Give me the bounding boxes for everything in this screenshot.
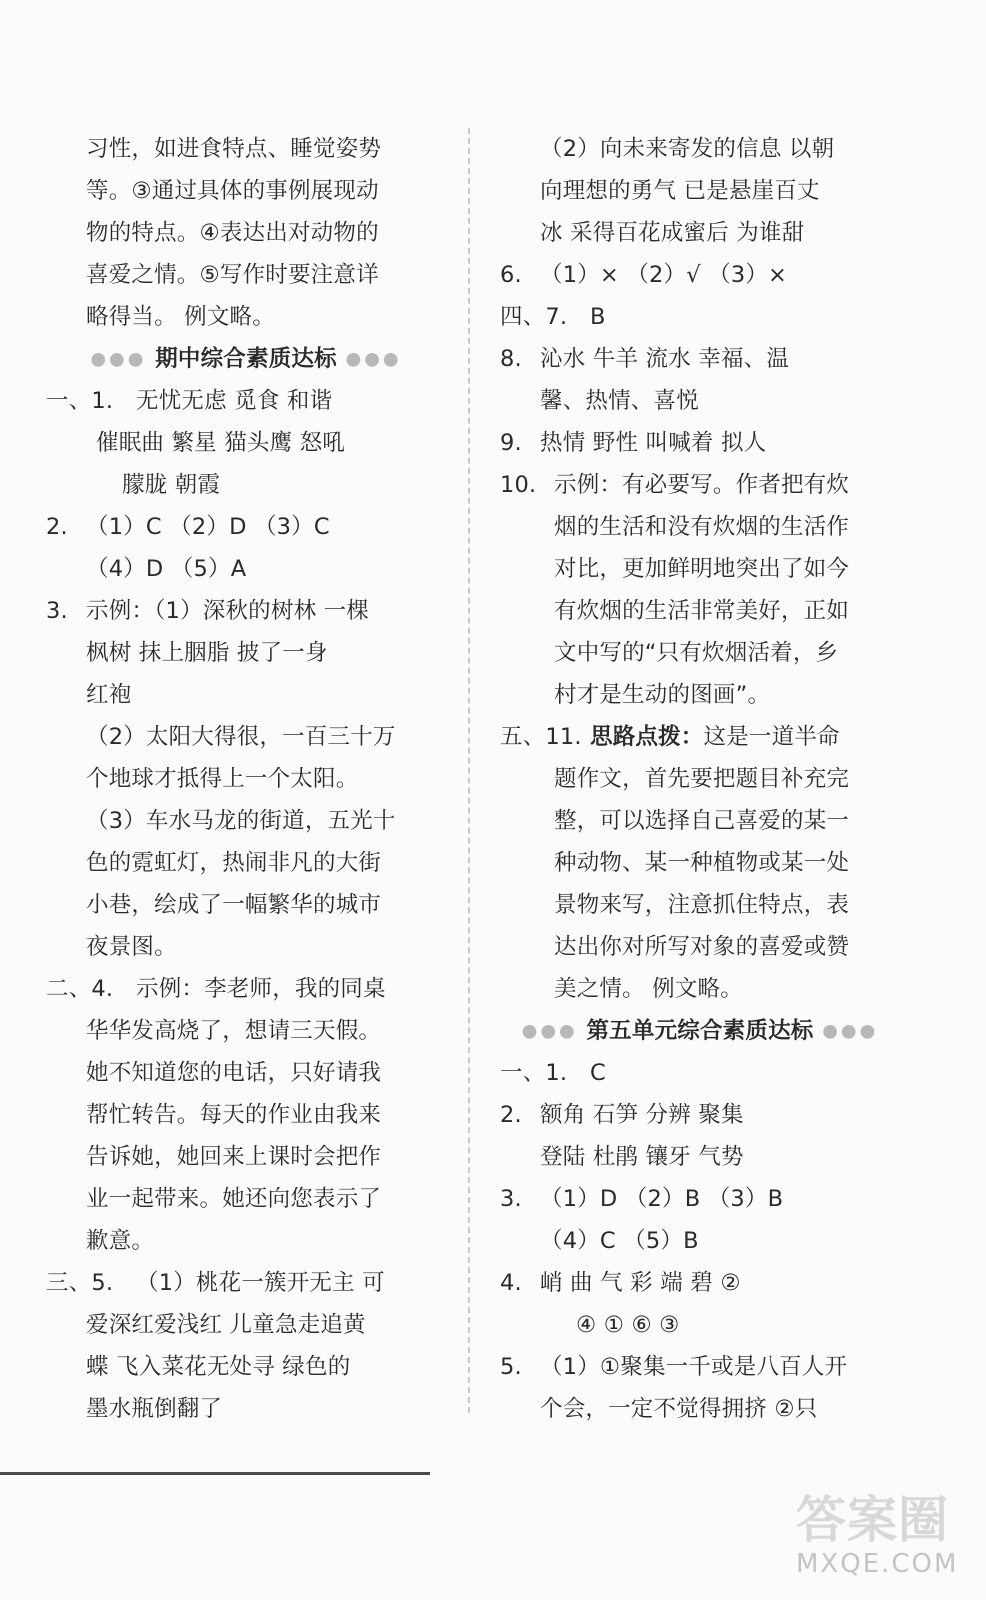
answer-text: 对比，更加鲜明地突出了如今 <box>554 556 850 582</box>
question-number: 一、1. <box>500 1060 568 1086</box>
answer-line <box>46 296 446 338</box>
section-heading <box>500 1010 900 1052</box>
answer-text: 无忧无虑 觅食 和谐 <box>136 388 333 414</box>
answer-text: 个会，一定不觉得拥挤 ②只 <box>540 1396 818 1422</box>
answer-line <box>46 968 446 1010</box>
answer-text: 喜爱之情。⑤写作时要注意详 <box>86 262 379 288</box>
answer-text: 馨、热情、喜悦 <box>540 388 699 414</box>
left-column <box>46 128 446 1430</box>
question-number: 8. <box>500 346 522 372</box>
answer-line <box>500 758 900 800</box>
heading-dots-right: ●●● <box>813 1020 879 1042</box>
answer-text: 色的霓虹灯，热闹非凡的大街 <box>86 850 382 876</box>
question-number: 二、4. <box>46 976 114 1002</box>
heading-dots-left: ●●● <box>521 1020 587 1042</box>
answer-text: 示例：李老师，我的同桌 <box>136 976 386 1002</box>
answer-line <box>500 1220 900 1262</box>
answer-line <box>46 464 446 506</box>
answer-text: 等。③通过具体的事例展现动 <box>86 178 379 204</box>
question-number: 三、5. <box>46 1270 114 1296</box>
answer-line <box>500 1262 900 1304</box>
answer-line <box>46 632 446 674</box>
answer-text: 题作文，首先要把题目补充完 <box>554 766 850 792</box>
answer-line <box>500 296 900 338</box>
answer-line <box>500 1388 900 1430</box>
question-number: 10. <box>500 472 537 498</box>
answer-line <box>46 170 446 212</box>
answer-line <box>500 212 900 254</box>
answer-text: 向理想的勇气 已是悬崖百丈 <box>540 178 820 204</box>
answer-text: 文中写的“只有炊烟活着，乡 <box>554 640 839 666</box>
answer-line <box>46 590 446 632</box>
answer-line <box>500 884 900 926</box>
answer-line <box>46 548 446 590</box>
question-number: 6. <box>500 262 522 288</box>
answer-line <box>46 1136 446 1178</box>
answer-line <box>46 1010 446 1052</box>
answer-text: 达出你对所写对象的喜爱或赞 <box>554 934 850 960</box>
answer-line <box>46 1178 446 1220</box>
answer-line <box>500 422 900 464</box>
answer-line <box>46 716 446 758</box>
question-number: 2. <box>46 514 68 540</box>
answer-line <box>46 800 446 842</box>
answer-text: 小巷，绘成了一幅繁华的城市 <box>86 892 382 918</box>
answer-text: （1）D （2）B （3）B <box>540 1186 784 1212</box>
answer-line <box>46 758 446 800</box>
heading-text: 期中综合素质达标 <box>155 346 337 372</box>
question-number: 一、1. <box>46 388 114 414</box>
answer-line <box>46 884 446 926</box>
answer-text: 烟的生活和没有炊烟的生活作 <box>554 514 850 540</box>
answer-line <box>46 1094 446 1136</box>
answer-line <box>500 632 900 674</box>
answer-text: 这是一道半命 <box>703 724 840 750</box>
answer-line <box>500 842 900 884</box>
answer-text: 村才是生动的图画”。 <box>554 682 771 708</box>
answer-text: 华华发高烧了，想请三天假。 <box>86 1018 382 1044</box>
answer-text: 额角 石笋 分辨 聚集 <box>540 1102 744 1128</box>
answer-line <box>500 170 900 212</box>
answer-text: 爱深红爱浅红 儿童急走追黄 <box>86 1312 366 1338</box>
question-number: 3. <box>46 598 68 624</box>
answer-line <box>500 380 900 422</box>
answer-line <box>500 254 900 296</box>
answer-text: 业一起带来。她还向您表示了 <box>86 1186 382 1212</box>
answer-text: 习性，如进食特点、睡觉姿势 <box>86 136 382 162</box>
answer-text: 蝶 飞入菜花无处寻 绿色的 <box>86 1354 351 1380</box>
answer-line <box>500 548 900 590</box>
answer-text: 物的特点。④表达出对动物的 <box>86 220 379 246</box>
answer-line <box>500 338 900 380</box>
answer-line <box>500 590 900 632</box>
watermark-title: 答案圈 <box>796 1491 949 1549</box>
answer-text: 她不知道您的电话，只好请我 <box>86 1060 382 1086</box>
answer-text: 夜景图。 <box>86 934 177 960</box>
answer-line <box>46 926 446 968</box>
question-number: 2. <box>500 1102 522 1128</box>
answer-line <box>46 212 446 254</box>
answer-text: （1）桃花一簇开无主 可 <box>136 1270 385 1296</box>
answer-text: 墨水瓶倒翻了 <box>86 1396 223 1422</box>
answer-text: B <box>590 304 606 330</box>
answer-line <box>46 128 446 170</box>
answer-line <box>500 506 900 548</box>
answer-text: 沁水 牛羊 流水 幸福、温 <box>540 346 790 372</box>
answer-line <box>46 380 446 422</box>
answer-line <box>46 1052 446 1094</box>
answer-line <box>46 422 446 464</box>
right-column <box>500 128 900 1430</box>
answer-line <box>46 1262 446 1304</box>
answer-text: （1）C （2）D （3）C <box>86 514 330 540</box>
question-number: 4. <box>500 1270 522 1296</box>
answer-text: 种动物、某一种植物或某一处 <box>554 850 850 876</box>
question-number: 9. <box>500 430 522 456</box>
answer-text: （3）车水马龙的街道，五光十 <box>86 808 396 834</box>
answer-text: 示例：有必要写。作者把有炊 <box>554 472 850 498</box>
answer-line <box>500 674 900 716</box>
answer-text: 峭 曲 气 彩 端 碧 ② <box>540 1270 741 1296</box>
answer-text: （1）①聚集一千或是八百人开 <box>540 1354 848 1380</box>
answer-line <box>500 128 900 170</box>
answer-line <box>500 968 900 1010</box>
bottom-rule <box>0 1472 430 1475</box>
answer-line <box>500 1052 900 1094</box>
answer-line <box>46 1388 446 1430</box>
tip-label: 思路点拨： <box>590 724 704 750</box>
answer-text: 冰 采得百花成蜜后 为谁甜 <box>540 220 805 246</box>
question-number: 3. <box>500 1186 522 1212</box>
answer-text: 个地球才抵得上一个太阳。 <box>86 766 359 792</box>
answer-text: 有炊烟的生活非常美好，正如 <box>554 598 850 624</box>
answer-text: C <box>590 1060 606 1086</box>
answer-line <box>500 716 900 758</box>
answer-line <box>46 506 446 548</box>
answer-line <box>46 1304 446 1346</box>
answer-text: 景物来写，注意抓住特点，表 <box>554 892 850 918</box>
answer-line <box>46 1346 446 1388</box>
answer-line <box>500 800 900 842</box>
question-number: 五、11. <box>500 724 582 750</box>
answer-line <box>46 842 446 884</box>
answer-line <box>500 926 900 968</box>
answer-text: （4）C （5）B <box>540 1228 699 1254</box>
question-number: 5. <box>500 1354 522 1380</box>
section-heading <box>46 338 446 380</box>
answer-text: 歉意。 <box>86 1228 155 1254</box>
answer-line <box>46 254 446 296</box>
answer-text: 登陆 杜鹃 镶牙 气势 <box>540 1144 744 1170</box>
watermark-url: MXQE.COM <box>796 1549 959 1579</box>
heading-text: 第五单元综合素质达标 <box>586 1018 814 1044</box>
answer-text: 红袍 <box>86 682 132 708</box>
answer-line <box>46 674 446 716</box>
heading-dots-right: ●●● <box>336 348 402 370</box>
answer-text: 催眠曲 繁星 猫头鹰 怒吼 <box>96 430 346 456</box>
heading-dots-left: ●●● <box>90 348 156 370</box>
answer-text: 略得当。 例文略。 <box>86 304 275 330</box>
answer-text: 热情 野性 叫喊着 拟人 <box>540 430 767 456</box>
column-divider <box>468 128 470 1413</box>
answer-text: 朦胧 朝霞 <box>122 472 221 498</box>
answer-text: 美之情。 例文略。 <box>554 976 743 1002</box>
watermark-logo <box>796 1492 976 1592</box>
answer-text: 帮忙转告。每天的作业由我来 <box>86 1102 382 1128</box>
answer-line <box>500 1178 900 1220</box>
answer-line <box>500 464 900 506</box>
answer-text: （2）向未来寄发的信息 以朝 <box>540 136 835 162</box>
question-number: 四、7. <box>500 304 568 330</box>
answer-line <box>46 1220 446 1262</box>
answer-text: 示例：（1）深秋的树林 一棵 <box>86 598 370 624</box>
answer-text: 告诉她，她回来上课时会把作 <box>86 1144 382 1170</box>
answer-line <box>500 1304 900 1346</box>
answer-line <box>500 1346 900 1388</box>
answer-line <box>500 1136 900 1178</box>
answer-text: 整，可以选择自己喜爱的某一 <box>554 808 850 834</box>
answer-text: （4）D （5）A <box>86 556 247 582</box>
answer-text: （2）太阳大得很，一百三十万 <box>86 724 396 750</box>
answer-line <box>500 1094 900 1136</box>
answer-text: ④ ① ⑥ ③ <box>576 1312 680 1338</box>
answer-text: （1）× （2）√ （3）× <box>540 262 788 288</box>
answer-text: 枫树 抹上胭脂 披了一身 <box>86 640 328 666</box>
